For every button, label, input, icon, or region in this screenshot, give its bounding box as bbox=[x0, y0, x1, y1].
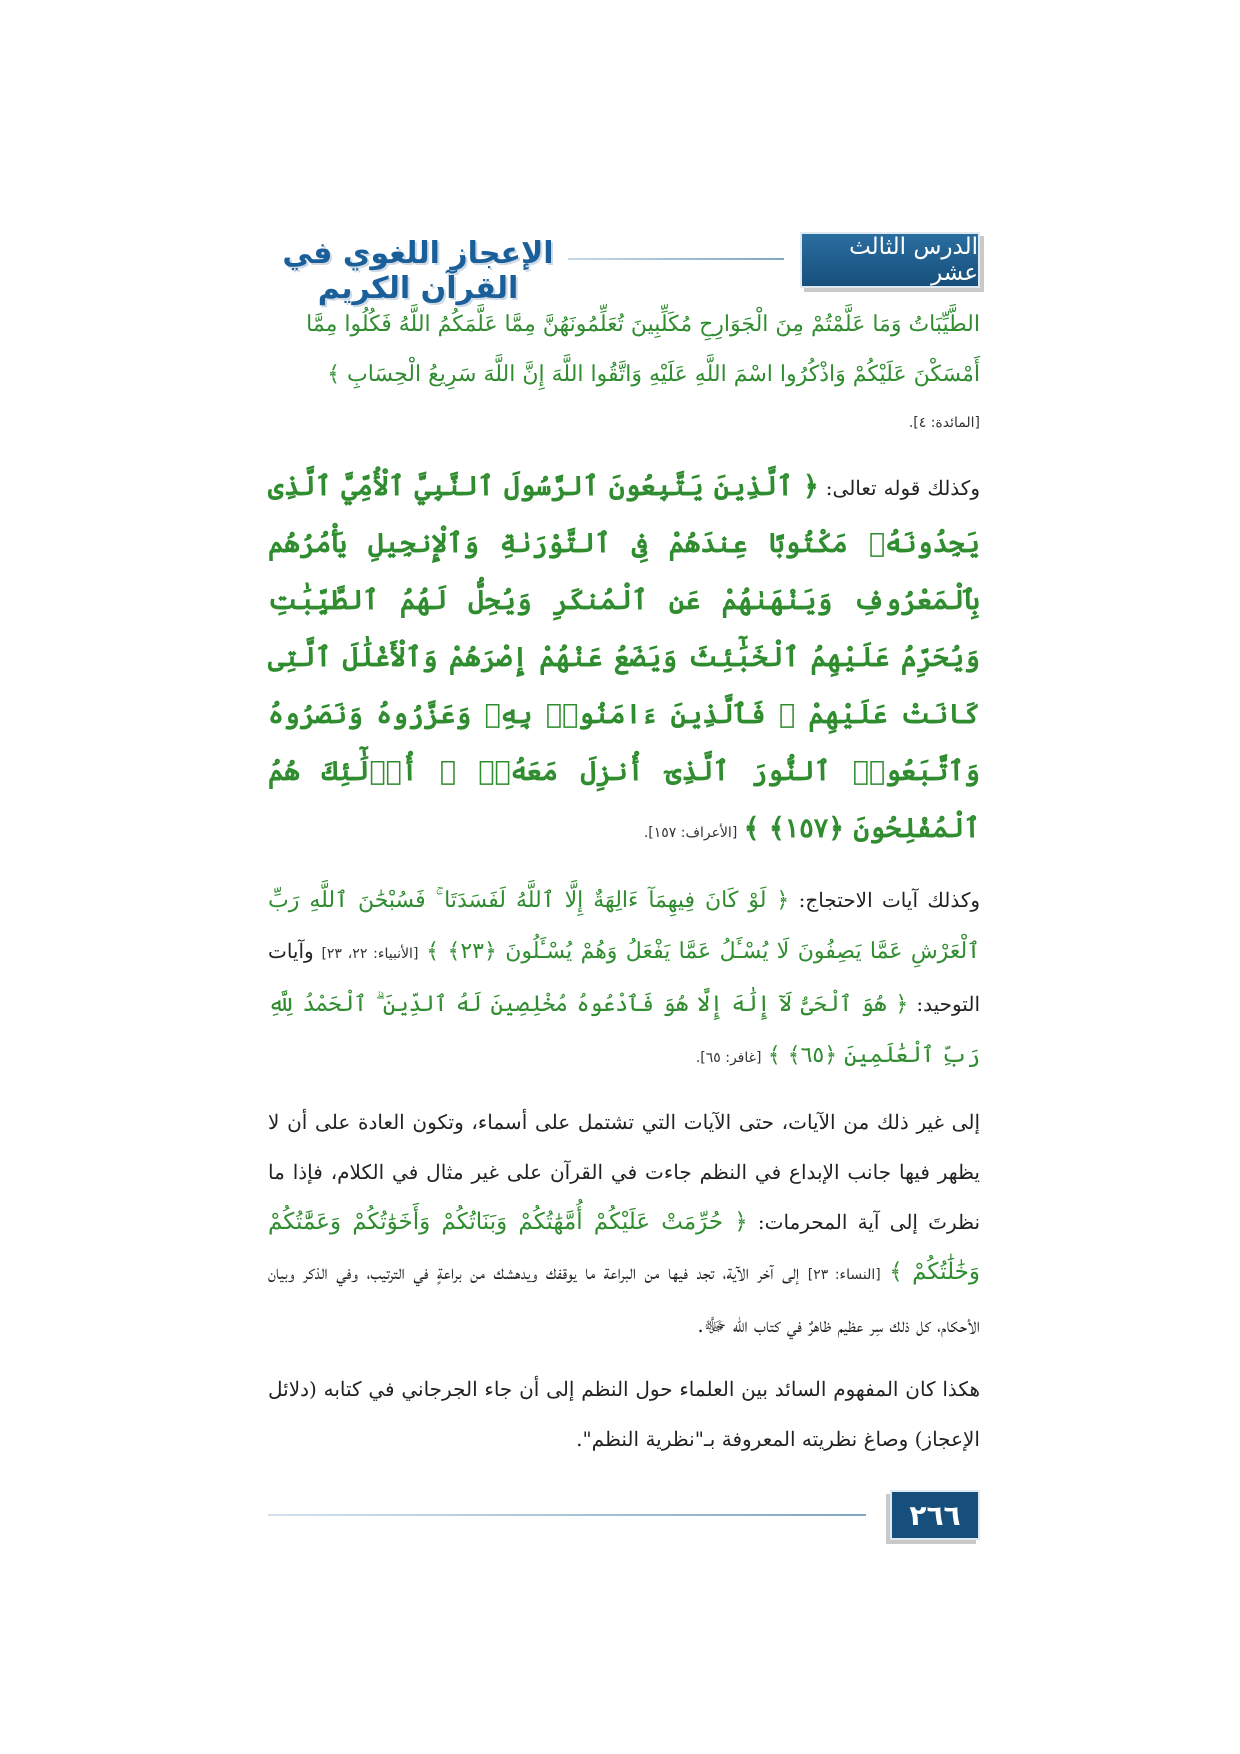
quran-verse: ﴿ هُوَ ٱلْحَىُّ لَآ إِلَٰهَ إِلَّا هُوَ فَٱدْعُوهُ مُخْلِصِينَ لَهُ ٱلدِّينَ ۗ ٱلْحَمْدُ لِلَّهِ رَبِّ ٱلْعَٰلَمِينَ ﴿٦٥﴾ ﴾ bbox=[268, 992, 980, 1068]
verse-line: الطَّيِّبَاتُ وَمَا عَلَّمْتُمْ مِنَ الْجَوَارِحِ مُكَلِّبِينَ تُعَلِّمُونَهُنَّ مِمَّا عَلَّمَكُمُ اللَّهُ فَكُلُوا مِمَّا bbox=[306, 312, 980, 337]
paragraph-intro: وكذلك آيات الاحتجاج: bbox=[798, 888, 980, 912]
page-footer bbox=[268, 1490, 980, 1540]
quran-verse: ﴿ لَوْ كَانَ فِيهِمَآ ءَالِهَةٌ إِلَّا ٱللَّهُ لَفَسَدَتَا ۚ فَسُبْحَٰنَ ٱللَّهِ رَبِّ ٱلْعَرْشِ عَمَّا يَصِفُونَ لَا يُسْـَٔلُ عَمَّا يَفْعَلُ وَهُمْ يُسْـَٔلُونَ ﴿٢٣﴾ ﴾ bbox=[268, 888, 981, 964]
verse-reference: [المائدة: ٤]. bbox=[908, 415, 980, 431]
verse-reference: [غافر: ٦٥]. bbox=[695, 1050, 762, 1066]
paragraph-text: إلى آخر الآية، تجد فيها من البراعة ما يوقفك ويدهشك من براعةٍ في الترتيب، وفي الذكر وبيان الأحكام، كل ذلك سِر عظيم ظاهرٌ في كتاب الله ﷻ. bbox=[268, 1260, 980, 1337]
paragraph bbox=[268, 875, 980, 1083]
lesson-label: الدرس الثالث عشر bbox=[800, 232, 980, 288]
paragraph bbox=[268, 1097, 980, 1350]
header-rule bbox=[568, 258, 784, 260]
quran-verse: ﴿ حُرِّمَتْ عَلَيْكُمْ أُمَّهَٰتُكُمْ وَبَنَاتُكُمْ وَأَخَوَٰتُكُمْ وَعَمَّٰتُكُمْ وَخَٰلَٰتُكُمْ ﴾ bbox=[268, 1209, 981, 1285]
paragraph bbox=[268, 459, 980, 861]
verse-reference: [النساء: ٢٣] bbox=[807, 1267, 881, 1283]
paragraph-intro: وكذلك قوله تعالى: bbox=[825, 476, 980, 500]
book-title: الإعجاز اللغوي في القرآن الكريم bbox=[282, 236, 554, 306]
page-number: ٢٦٦ bbox=[890, 1490, 980, 1540]
quran-verse: ﴿ ٱلَّذِينَ يَتَّبِعُونَ ٱلرَّسُولَ ٱلنَّبِيَّ ٱلْأُمِّيَّ ٱلَّذِى يَجِدُونَهُۥ مَكْتُوبًا عِندَهُمْ فِى ٱلتَّوْرَىٰةِ وَٱلْإِنجِيلِ يَأْمُرُهُم بِٱلْمَعْرُوفِ وَيَنْهَىٰهُمْ عَنِ ٱلْمُنكَرِ وَيُحِلُّ لَهُمُ ٱلطَّيِّبَٰتِ وَيُحَرِّمُ عَلَيْهِمُ ٱلْخَبَٰٓئِثَ وَيَضَعُ عَنْهُمْ إِصْرَهُمْ وَٱلْأَغْلَٰلَ ٱلَّتِى كَانَتْ عَلَيْهِمْ ۚ فَٱلَّذِينَ ءَامَنُوا۟ بِهِۦ وَعَزَّرُوهُ وَنَصَرُوهُ وَٱتَّبَعُوا۟ ٱلنُّورَ ٱلَّذِىٓ أُنزِلَ مَعَهُۥٓ ۙ أُو۟لَٰٓئِكَ هُمُ ٱلْمُفْلِحُونَ ﴿١٥٧﴾ ﴾ bbox=[268, 471, 980, 844]
footer-rule bbox=[268, 1514, 866, 1516]
verse-line: أَمْسَكْنَ عَلَيْكُمْ وَاذْكُرُوا اسْمَ اللَّهِ عَلَيْهِ وَاتَّقُوا اللَّهَ إِنَّ اللَّهَ سَرِيعُ الْحِسَابِ ﴾ bbox=[327, 362, 980, 387]
paragraph-text: إلى غير ذلك من الآيات، حتى الآيات التي تشتمل على أسماء، وتكون العادة على أن لا يظهر فيها جانب الإبداع في النظم جاءت في القرآن على غير مثال في الكلام، فإذا ما نظرتَ إلى آية المحرمات: bbox=[268, 1110, 981, 1234]
verse-reference: [الأعراف: ١٥٧]. bbox=[643, 825, 738, 841]
paragraph: هكذا كان المفهوم السائد بين العلماء حول النظم إلى أن جاء الجرجاني في كتابه (دلائل الإعجاز) وصاغ نظريته المعروفة بـ"نظرية النظم". bbox=[268, 1377, 980, 1451]
page-header bbox=[268, 232, 980, 306]
paragraph-text: وآيات التوحيد: bbox=[268, 939, 980, 1016]
verse-reference-line bbox=[268, 400, 980, 445]
page-content bbox=[268, 300, 980, 1464]
verse-reference: [الأنبياء: ٢٢، ٢٣] bbox=[321, 946, 419, 962]
